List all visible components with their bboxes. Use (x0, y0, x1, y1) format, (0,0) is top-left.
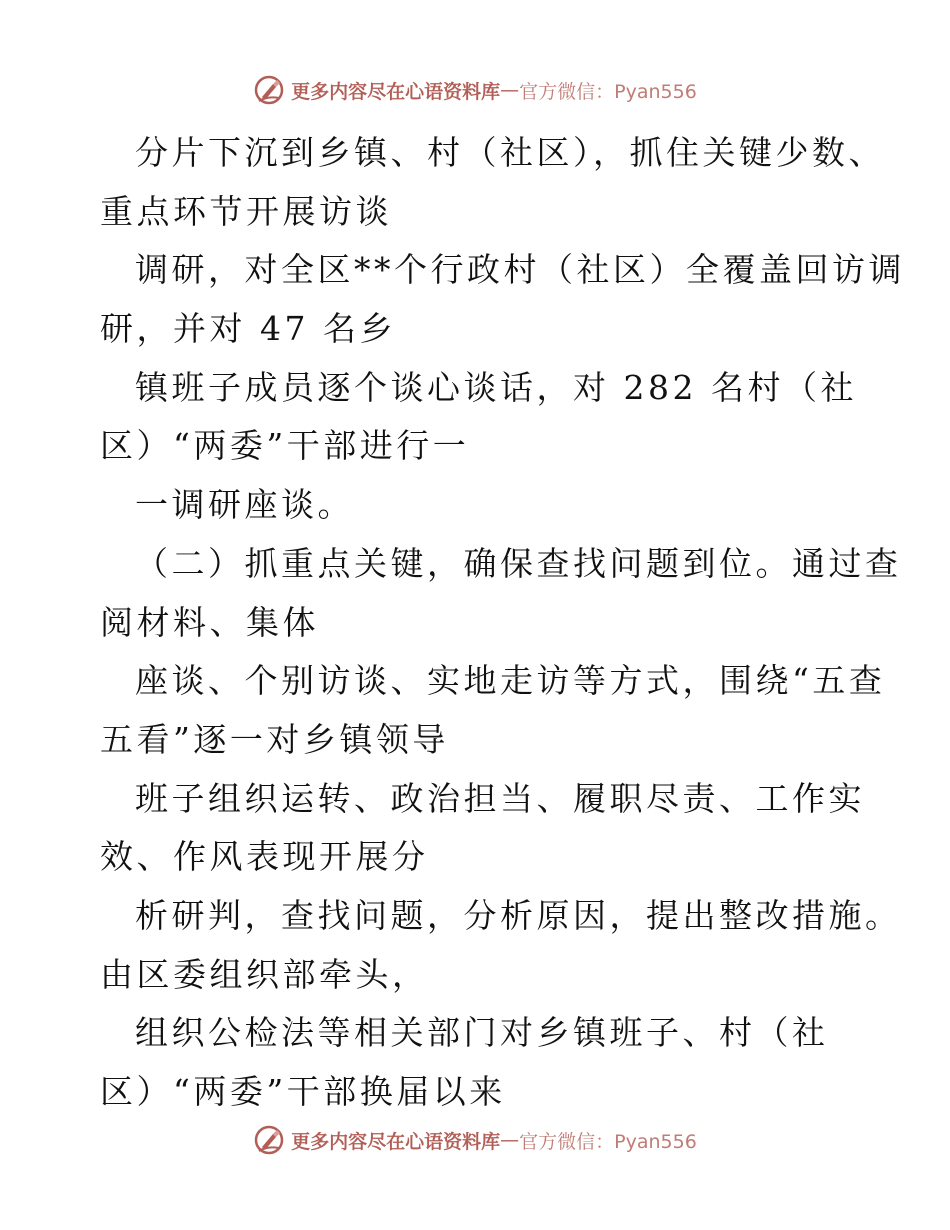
text-line: 一调研座谈。 (135, 485, 354, 525)
text-line: 分片下沉到乡镇、村（社区），抓住关键少数、 (135, 133, 885, 172)
footer-watermark (0, 1122, 950, 1158)
text-line: 重点环节开展访谈 (100, 191, 392, 231)
document-body (100, 124, 905, 1122)
text-line: （二）抓重点关键，确保查找问题到位。通过查 (135, 543, 902, 583)
watermark-title: 更多内容尽在心语资料库 (291, 80, 501, 103)
text-line: 座谈、个别访谈、实地走访等方式，围绕“五查 (135, 661, 886, 701)
watermark-wechat: 官方微信：Pyan556 (519, 80, 697, 103)
text-line: 区）“两委”干部进行一 (100, 426, 470, 466)
watermark-dash: — (500, 79, 520, 101)
watermark-wechat: 官方微信：Pyan556 (519, 1130, 697, 1153)
pen-logo-icon (253, 74, 285, 106)
text-line: 镇班子成员逐个谈心谈话，对 282 名村（社 (135, 367, 857, 407)
text-line: 效、作风表现开展分 (100, 837, 429, 877)
text-line: 班子组织运转、政治担当、履职尽责、工作实 (135, 778, 865, 818)
watermark-dash: — (500, 1129, 520, 1151)
text-line: 研，并对 47 名乡 (100, 309, 396, 349)
watermark-title: 更多内容尽在心语资料库 (291, 1130, 501, 1153)
pen-logo-icon (253, 1124, 285, 1156)
text-line: 析研判，查找问题，分析原因，提出整改措施。 (135, 895, 902, 935)
text-line: 组织公检法等相关部门对乡镇班子、村（社 (135, 1013, 829, 1053)
text-line: 由区委组织部牵头， (100, 954, 429, 994)
text-line: 五看”逐一对乡镇领导 (100, 719, 449, 759)
text-line: 调研，对全区**个行政村（社区）全覆盖回访调 (135, 250, 905, 290)
text-line: 阅材料、集体 (100, 602, 319, 642)
header-watermark (0, 72, 950, 108)
text-line: 区）“两委”干部换届以来 (100, 1072, 506, 1111)
